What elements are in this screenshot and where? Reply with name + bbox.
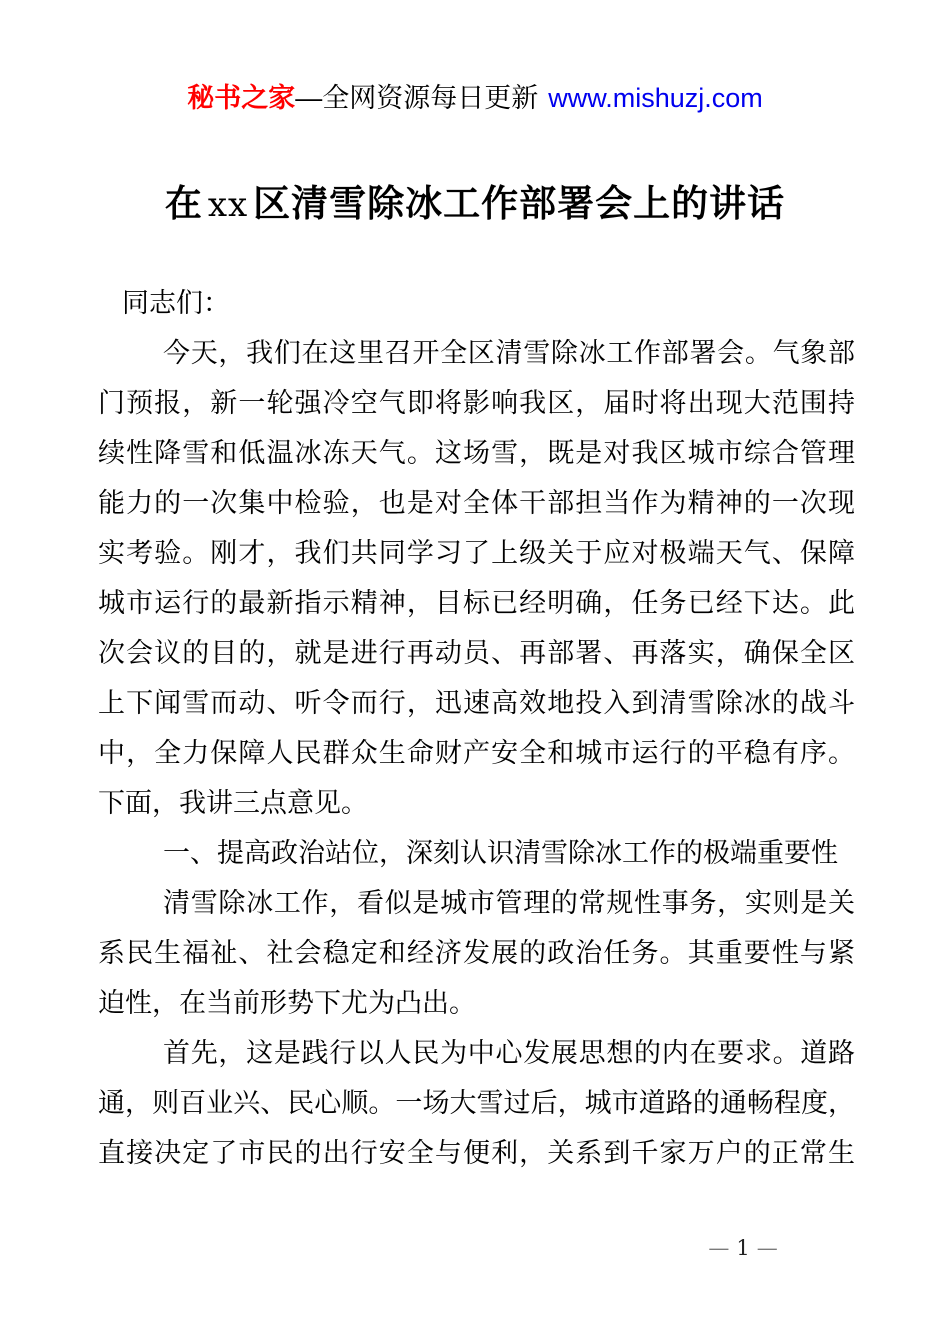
page-number-value: 1 bbox=[736, 1236, 750, 1260]
text-line: 清雪除冰工作，看似是城市管理的常规性事务，实则是关 bbox=[163, 888, 855, 918]
page-number-dash-right: — bbox=[756, 1236, 778, 1260]
speech-body bbox=[98, 278, 855, 1178]
page-number-dash-left: — bbox=[708, 1236, 730, 1260]
title-placeholder-xx: xx bbox=[207, 185, 249, 225]
text-line: 城市运行的最新指示精神，目标已经明确，任务已经下达。此 bbox=[98, 588, 855, 618]
text-line: 迫性，在当前形势下尤为凸出。 bbox=[98, 988, 476, 1018]
title-prefix: 在 bbox=[164, 183, 203, 224]
text-line: 首先，这是践行以人民为中心发展思想的内在要求。道路 bbox=[163, 1038, 855, 1068]
text-line: 系民生福祉、社会稳定和经济发展的政治任务。其重要性与紧 bbox=[98, 938, 855, 968]
site-tagline-text: —全网资源每日更新 bbox=[295, 83, 539, 113]
text-line: 中，全力保障人民群众生命财产安全和城市运行的平稳有序。 bbox=[98, 738, 855, 768]
text-line: 今天，我们在这里召开全区清雪除冰工作部署会。气象部 bbox=[163, 338, 855, 368]
text-line: 通，则百业兴、民心顺。一场大雪过后，城市道路的通畅程度， bbox=[98, 1088, 855, 1118]
text-line: 次会议的目的，就是进行再动员、再部署、再落实，确保全区 bbox=[98, 638, 855, 668]
site-banner bbox=[0, 80, 950, 116]
text-line: 上下闻雪而动、听令而行，迅速高效地投入到清雪除冰的战斗 bbox=[98, 688, 855, 718]
document-title bbox=[0, 178, 950, 231]
text-line: 同志们： bbox=[122, 288, 230, 318]
page-number bbox=[688, 1236, 798, 1260]
text-line: 能力的一次集中检验，也是对全体干部担当作为精神的一次现 bbox=[98, 488, 855, 518]
text-line: 直接决定了市民的出行安全与便利，关系到千家万户的正常生 bbox=[98, 1138, 855, 1168]
text-line: 续性降雪和低温冰冻天气。这场雪，既是对我区城市综合管理 bbox=[98, 438, 855, 468]
site-brand-text: 秘书之家 bbox=[187, 83, 296, 113]
site-url-link[interactable]: www.mishuzj.com bbox=[548, 83, 763, 113]
title-suffix: 区清雪除冰工作部署会上的讲话 bbox=[253, 183, 786, 224]
section-heading-line: 一、提高政治站位，深刻认识清雪除冰工作的极端重要性 bbox=[163, 838, 838, 868]
text-line: 实考验。刚才，我们共同学习了上级关于应对极端天气、保障 bbox=[98, 538, 855, 568]
text-line: 下面，我讲三点意见。 bbox=[98, 788, 368, 818]
text-line: 门预报，新一轮强冷空气即将影响我区，届时将出现大范围持 bbox=[98, 388, 855, 418]
